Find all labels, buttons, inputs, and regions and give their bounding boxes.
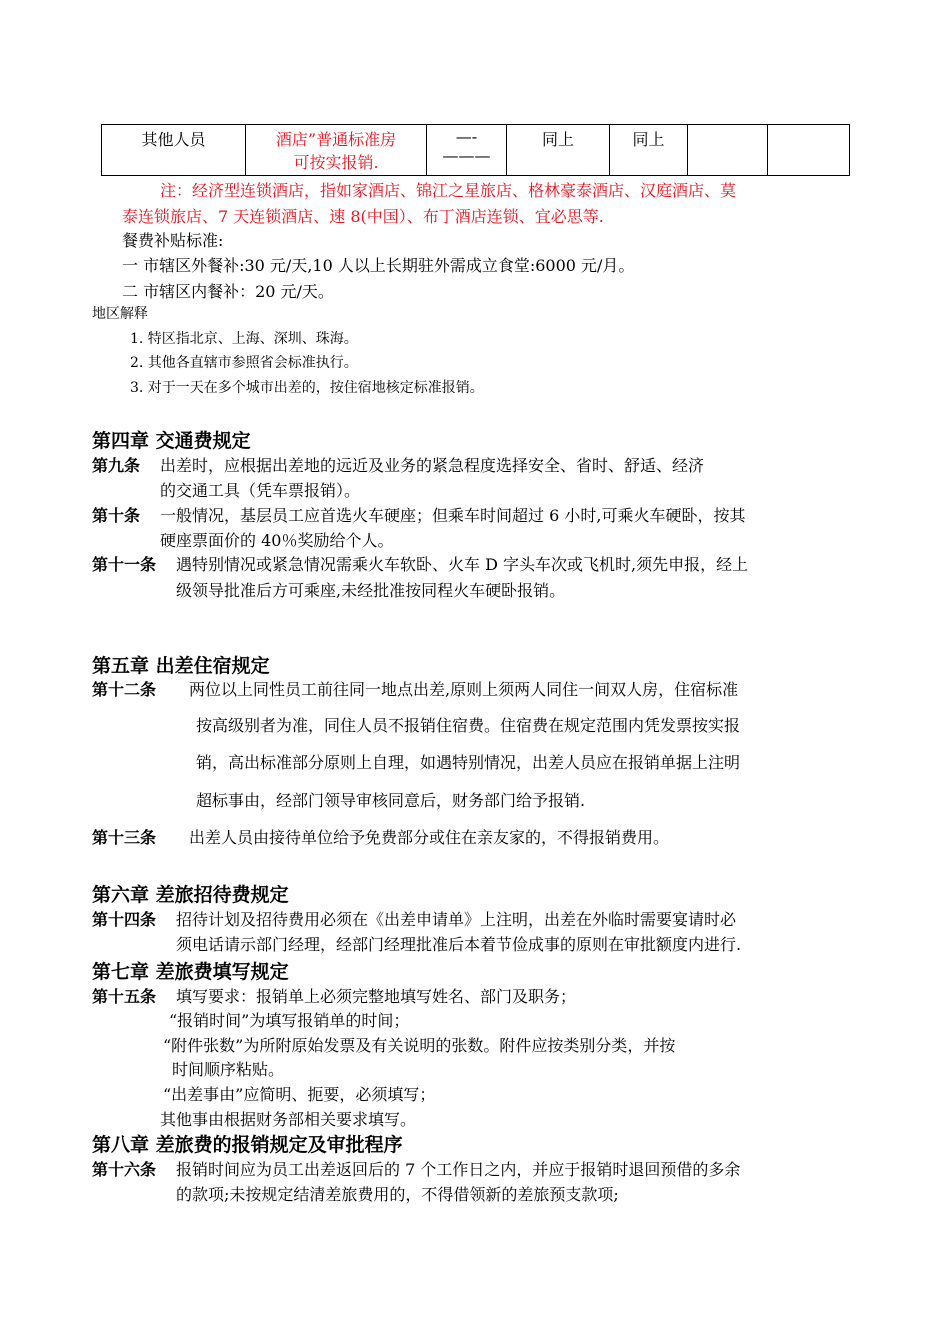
- article-label: 第十二条: [92, 680, 157, 699]
- region-item: 1. 特区指北京、上海、深圳、珠海。: [130, 331, 358, 347]
- chapter-title: 第四章 交通费规定: [92, 430, 251, 452]
- cell-person: 其他人员: [102, 125, 246, 176]
- standards-table: [101, 124, 850, 176]
- article-label: 第十三条: [92, 828, 157, 847]
- article-text: 时间顺序粘贴。: [172, 1060, 285, 1079]
- article-text: 超标事由，经部门领导审核同意后，财务部门给予报销.: [196, 791, 586, 810]
- article-text: 的款项;未按规定结清差旅费用的，不得借领新的差旅预支款项;: [176, 1185, 619, 1204]
- article-text: 一般情况，基层员工应首选火车硬座；但乘车时间超过 6 小时,可乘火车硬卧，按其: [160, 506, 746, 525]
- meal-item-2: 二 市辖区内餐补：20 元/天。: [122, 282, 334, 301]
- article-label: 第十六条: [92, 1160, 157, 1179]
- article-text: 须电话请示部门经理，经部门经理批准后本着节俭成事的原则在审批额度内进行.: [176, 935, 742, 954]
- table-row: [102, 125, 850, 176]
- article-text: 遇特别情况或紧急情况需乘火车软卧、火车 D 字头车次或飞机时,须先申报，经上: [176, 555, 749, 574]
- chapter-title: 第八章 差旅费的报销规定及审批程序: [92, 1134, 403, 1156]
- region-item: 3. 对于一天在多个城市出差的，按住宿地核定标准报销。: [130, 380, 484, 396]
- cell-hotel: 酒店”普通标准房 可按实报销.: [246, 125, 427, 176]
- article-text: 的交通工具（凭车票报销）。: [160, 481, 361, 500]
- chapter-title: 第七章 差旅费填写规定: [92, 961, 289, 983]
- cell-empty-2: [768, 125, 850, 176]
- article-text: 销，高出标准部分原则上自理，如遇特别情况，出差人员应在报销单据上注明: [196, 753, 741, 772]
- article-label: 第十五条: [92, 987, 157, 1006]
- article-text: 两位以上同性员工前往同一地点出差,原则上须两人同住一间双人房，住宿标准: [189, 680, 739, 699]
- meal-title: 餐费补贴标准:: [122, 231, 224, 250]
- article-text: 出差人员由接待单位给予免费部分或住在亲友家的，不得报销费用。: [189, 828, 670, 847]
- article-text: 硬座票面价的 40％奖励给个人。: [160, 531, 394, 550]
- article-label: 第九条: [92, 456, 141, 475]
- article-label: 第十一条: [92, 555, 157, 574]
- cell-same-2: 同上: [610, 125, 688, 176]
- article-text: “出差事由”应简明、扼要，必须填写；: [163, 1085, 436, 1104]
- region-item: 2. 其他各直辖市参照省会标准执行。: [130, 355, 358, 371]
- article-text: 级领导批准后方可乘座,未经批准按同程火车硬卧报销。: [176, 581, 566, 600]
- article-text: “附件张数”为所附原始发票及有关说明的张数。附件应按类别分类，并按: [163, 1036, 676, 1055]
- meal-item-1: 一 市辖区外餐补:30 元/天,10 人以上长期驻外需成立食堂:6000 元/月。: [122, 256, 635, 275]
- cell-empty-1: [688, 125, 768, 176]
- article-text: 其他事由根据财务部相关要求填写。: [160, 1110, 417, 1129]
- article-text: 填写要求：报销单上必须完整地填写姓名、部门及职务；: [176, 987, 577, 1006]
- article-label: 第十条: [92, 506, 141, 525]
- article-text: “报销时间”为填写报销单的时间；: [169, 1011, 410, 1030]
- region-title: 地区解释: [92, 306, 148, 322]
- article-text: 报销时间应为员工出差返回后的 7 个工作日之内，并应于报销时退回预借的多余: [176, 1160, 741, 1179]
- chapter-title: 第六章 差旅招待费规定: [92, 884, 289, 906]
- article-text: 按高级别者为准，同住人员不报销住宿费。住宿费在规定范围内凭发票按实报: [196, 716, 741, 735]
- article-text: 出差时，应根据出差地的远近及业务的紧急程度选择安全、省时、舒适、经济: [160, 456, 705, 475]
- cell-dash: —- ———: [427, 125, 507, 176]
- note-line-1: 注：经济型连锁酒店，指如家酒店、锦江之星旅店、格林豪泰酒店、汉庭酒店、莫: [160, 181, 737, 200]
- cell-same-1: 同上: [507, 125, 610, 176]
- article-label: 第十四条: [92, 910, 157, 929]
- chapter-title: 第五章 出差住宿规定: [92, 655, 270, 677]
- article-text: 招待计划及招待费用必须在《出差申请单》上注明，出差在外临时需要宴请时必: [176, 910, 737, 929]
- note-line-2: 泰连锁旅店、7 天连锁酒店、速 8(中国）、布丁酒店连锁、宜必思等.: [122, 207, 604, 226]
